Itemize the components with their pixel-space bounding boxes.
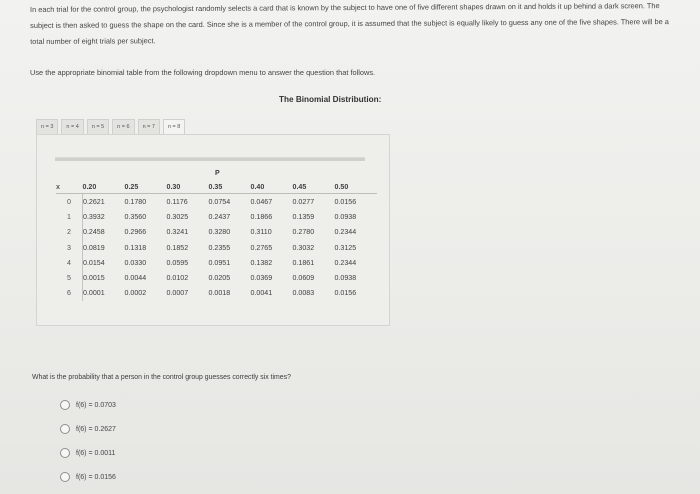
table-cell: 0.1176 [166, 197, 188, 206]
table-cell: 0.2437 [208, 212, 231, 221]
x-value: 3 [56, 240, 83, 255]
table-cell: 0.2765 [250, 243, 273, 252]
x-value: 6 [56, 286, 83, 301]
choice-label: f(6) = 0.0703 [76, 401, 116, 409]
table-cell: 0.0083 [292, 289, 315, 298]
table-cell: 0.0467 [250, 197, 273, 206]
p-header: 0.50 [335, 180, 377, 194]
table-cell: 0.0018 [208, 289, 231, 298]
table-cell: 0.1780 [124, 197, 147, 206]
table-divider [55, 157, 365, 161]
table-cell: 0.0205 [208, 274, 231, 283]
table-cell: 0.0102 [166, 274, 189, 283]
table-cell: 0.0156 [334, 197, 357, 206]
table-cell: 0.3560 [124, 212, 147, 221]
p-header: 0.20 [83, 180, 125, 194]
table-cell: 0.0369 [250, 274, 273, 283]
radio-button[interactable] [60, 400, 70, 410]
p-header: 0.30 [167, 180, 209, 194]
table-cell: 0.2344 [334, 258, 357, 267]
table-cell: 0.1861 [292, 258, 315, 267]
table-header-row [56, 180, 377, 194]
choice-label: f(6) = 0.0011 [76, 449, 116, 457]
table-cell: 0.0330 [124, 258, 147, 267]
table-cell: 0.0007 [166, 289, 189, 298]
tab-n-5[interactable]: n = 5 [87, 119, 109, 134]
table-cell: 0.1318 [124, 243, 147, 252]
table-row [56, 225, 377, 240]
table-row [56, 270, 377, 285]
table-cell: 0.0609 [292, 274, 315, 283]
table-row [56, 240, 377, 255]
p-header: 0.35 [209, 180, 251, 194]
table-cell: 0.0951 [208, 258, 231, 267]
table-cell: 0.3125 [334, 243, 357, 252]
table-cell: 0.2355 [208, 243, 231, 252]
table-cell: 0.3032 [292, 243, 315, 252]
table-cell: 0.0041 [250, 289, 273, 298]
x-value: 2 [56, 225, 83, 240]
table-cell: 0.2621 [83, 197, 105, 206]
x-value: 1 [56, 209, 83, 224]
p-header: 0.40 [251, 180, 293, 194]
tab-n-8[interactable]: n = 8 [163, 119, 185, 134]
choice-label: f(6) = 0.0156 [76, 473, 116, 481]
table-cell: 0.0154 [83, 258, 105, 267]
tab-n-3[interactable]: n = 3 [36, 119, 58, 134]
table-row [56, 286, 377, 301]
table-cell: 0.0156 [334, 289, 357, 298]
table-cell: 0.0002 [124, 289, 147, 298]
table-cell: 0.1852 [166, 243, 189, 252]
table-cell: 0.0938 [334, 274, 357, 283]
radio-button[interactable] [60, 472, 70, 482]
tab-n-7[interactable]: n = 7 [138, 119, 160, 134]
table-cell: 0.3110 [250, 228, 272, 237]
table-cell: 0.3932 [83, 212, 105, 221]
answer-choice-1[interactable] [60, 400, 116, 410]
table-cell: 0.0819 [83, 243, 105, 252]
table-cell: 0.2344 [334, 228, 357, 237]
table-row [56, 194, 377, 210]
table-cell: 0.3241 [166, 228, 189, 237]
choice-label: f(6) = 0.2627 [76, 425, 116, 433]
table-row [56, 255, 377, 270]
p-header: 0.45 [293, 180, 335, 194]
answer-choice-2[interactable] [60, 424, 116, 434]
table-cell: 0.0754 [208, 197, 231, 206]
table-row [56, 209, 377, 224]
table-cell: 0.1359 [292, 212, 315, 221]
x-header: x [56, 180, 83, 194]
table-cell: 0.0277 [292, 197, 315, 206]
table-cell: 0.1382 [250, 258, 273, 267]
radio-button[interactable] [60, 424, 70, 434]
radio-button[interactable] [60, 448, 70, 458]
table-cell: 0.2780 [292, 228, 315, 237]
binomial-title: The Binomial Distribution: [279, 95, 382, 104]
table-cell: 0.2966 [124, 228, 147, 237]
table-cell: 0.0015 [83, 274, 105, 283]
answer-choice-4[interactable] [60, 472, 116, 482]
table-cell: 0.2458 [83, 228, 105, 237]
tab-n-6[interactable]: n = 6 [112, 119, 134, 134]
x-value: 4 [56, 255, 83, 270]
table-cell: 0.1866 [250, 212, 273, 221]
tab-n-4[interactable]: n = 4 [61, 119, 83, 134]
answer-choice-3[interactable] [60, 448, 115, 458]
table-cell: 0.3025 [166, 212, 189, 221]
p-axis-label: P [215, 170, 220, 177]
n-tab-bar [36, 119, 185, 135]
question-text: What is the probability that a person in the control group guesses correctly six times? [32, 374, 291, 381]
p-header: 0.25 [125, 180, 167, 194]
intro-paragraph: In each trial for the control group, the psychologist randomly selects a card that is known by the subject to have one of five different shapes drawn on it and holds it up behind a dark screen. The subject is then asked to guess the shape on the card. Since she is a member of the control group, it is assumed that the subject is equally likely to guess any one of the five shapes. There will be a total number of eight trials per subject. [30, 1, 669, 46]
table-cell: 0.3280 [208, 228, 231, 237]
instruction-text: Use the appropriate binomial table from the following dropdown menu to answer the question that follows. [30, 68, 376, 77]
x-value: 5 [56, 270, 83, 285]
table-cell: 0.0938 [334, 212, 357, 221]
binomial-table [56, 180, 377, 301]
x-value: 0 [56, 194, 83, 210]
table-cell: 0.0044 [124, 274, 147, 283]
table-cell: 0.0001 [83, 289, 105, 298]
table-cell: 0.0595 [166, 258, 189, 267]
